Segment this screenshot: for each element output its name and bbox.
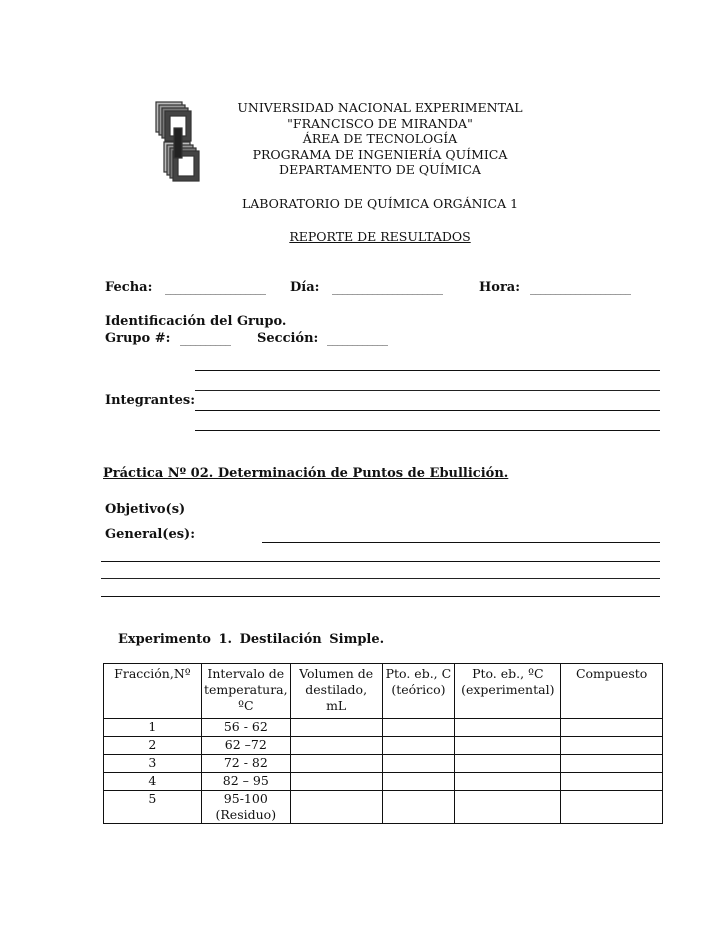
column-header-volume: Volumen de destilado, mL xyxy=(290,664,382,719)
bp-theoretical-cell[interactable] xyxy=(382,755,455,773)
bp-theoretical-cell[interactable] xyxy=(382,719,455,737)
integrantes-label: Integrantes: xyxy=(105,393,196,408)
volume-cell[interactable] xyxy=(290,737,382,755)
header-line: UNIVERSIDAD NACIONAL EXPERIMENTAL xyxy=(237,100,523,115)
interval-value: 95-100 xyxy=(223,791,268,806)
volume-cell[interactable] xyxy=(290,773,382,791)
report-title: REPORTE DE RESULTADOS xyxy=(289,229,471,244)
hora-field[interactable]: ____________________ xyxy=(530,281,630,295)
objective-line-1[interactable] xyxy=(262,542,660,543)
interval-cell: 82 – 95 xyxy=(201,773,290,791)
bp-experimental-cell[interactable] xyxy=(455,755,561,773)
column-header-interval: Intervalo de temperatura, ºC xyxy=(201,664,290,719)
compound-cell[interactable] xyxy=(561,719,663,737)
fecha-field[interactable]: ____________________ xyxy=(165,281,265,295)
fraction-cell: 1 xyxy=(104,719,202,737)
grupo-label: Grupo #: xyxy=(105,331,171,346)
table-header-row xyxy=(104,664,663,719)
bp-experimental-cell[interactable] xyxy=(455,791,561,824)
integrante-line-2[interactable] xyxy=(195,390,660,391)
bp-theoretical-cell[interactable] xyxy=(382,791,455,824)
table-row xyxy=(104,719,663,737)
integrante-line-3[interactable] xyxy=(195,410,660,411)
header-line: PROGRAMA DE INGENIERÍA QUÍMICA xyxy=(252,146,508,162)
interval-cell: 62 –72 xyxy=(201,737,290,755)
seccion-field[interactable]: ____________ xyxy=(327,332,387,346)
column-header-bp-experimental: Pto. eb., ºC (experimental) xyxy=(455,664,561,719)
grupo-field[interactable]: __________ xyxy=(180,332,230,346)
fraction-cell: 2 xyxy=(104,737,202,755)
objective-line-4[interactable] xyxy=(101,596,660,597)
volume-cell[interactable] xyxy=(290,719,382,737)
interval-cell xyxy=(201,791,290,824)
table-row xyxy=(104,755,663,773)
lab-title: LABORATORIO DE QUÍMICA ORGÁNICA 1 xyxy=(241,196,519,211)
group-id-label: Identificación del Grupo. xyxy=(105,314,287,329)
integrante-line-4[interactable] xyxy=(195,430,660,431)
header-line: DEPARTAMENTO DE QUÍMICA xyxy=(279,162,481,177)
fraction-cell: 5 xyxy=(104,791,202,824)
header-line: ÁREA DE TECNOLOGÍA xyxy=(302,131,458,146)
fraction-cell: 3 xyxy=(104,755,202,773)
interval-cell: 72 - 82 xyxy=(201,755,290,773)
institution-header xyxy=(230,100,530,178)
compound-cell[interactable] xyxy=(561,755,663,773)
experiment-title: Experimento 1. Destilación Simple. xyxy=(118,632,385,647)
seccion-label: Sección: xyxy=(257,331,319,346)
dia-label: Día: xyxy=(290,280,320,295)
fecha-label: Fecha: xyxy=(105,280,153,295)
practice-title: Práctica Nº 02. Determinación de Puntos de Ebullición. xyxy=(103,466,509,481)
bp-experimental-cell[interactable] xyxy=(455,773,561,791)
compound-cell[interactable] xyxy=(561,737,663,755)
bp-experimental-cell[interactable] xyxy=(455,737,561,755)
results-table xyxy=(103,663,663,824)
university-logo-icon xyxy=(150,98,206,182)
table-row xyxy=(104,773,663,791)
column-header-bp-theoretical: Pto. eb., C (teórico) xyxy=(382,664,455,719)
table-row xyxy=(104,737,663,755)
volume-cell[interactable] xyxy=(290,791,382,824)
interval-note: (Residuo) xyxy=(215,807,277,822)
table-row xyxy=(104,791,663,824)
integrante-line-1[interactable] xyxy=(195,370,660,371)
interval-cell: 56 - 62 xyxy=(201,719,290,737)
objective-label: Objetivo(s) xyxy=(105,502,186,517)
fraction-cell: 4 xyxy=(104,773,202,791)
compound-cell[interactable] xyxy=(561,791,663,824)
objective-line-3[interactable] xyxy=(101,578,660,579)
bp-theoretical-cell[interactable] xyxy=(382,773,455,791)
volume-cell[interactable] xyxy=(290,755,382,773)
bp-experimental-cell[interactable] xyxy=(455,719,561,737)
objective-line-2[interactable] xyxy=(101,561,660,562)
bp-theoretical-cell[interactable] xyxy=(382,737,455,755)
general-label: General(es): xyxy=(105,527,195,542)
column-header-compound: Compuesto xyxy=(561,664,663,719)
header-line: "FRANCISCO DE MIRANDA" xyxy=(287,115,473,131)
column-header-fraction: Fracción,Nº xyxy=(104,664,202,719)
compound-cell[interactable] xyxy=(561,773,663,791)
hora-label: Hora: xyxy=(479,280,521,295)
dia-field[interactable]: ______________________ xyxy=(332,281,442,295)
